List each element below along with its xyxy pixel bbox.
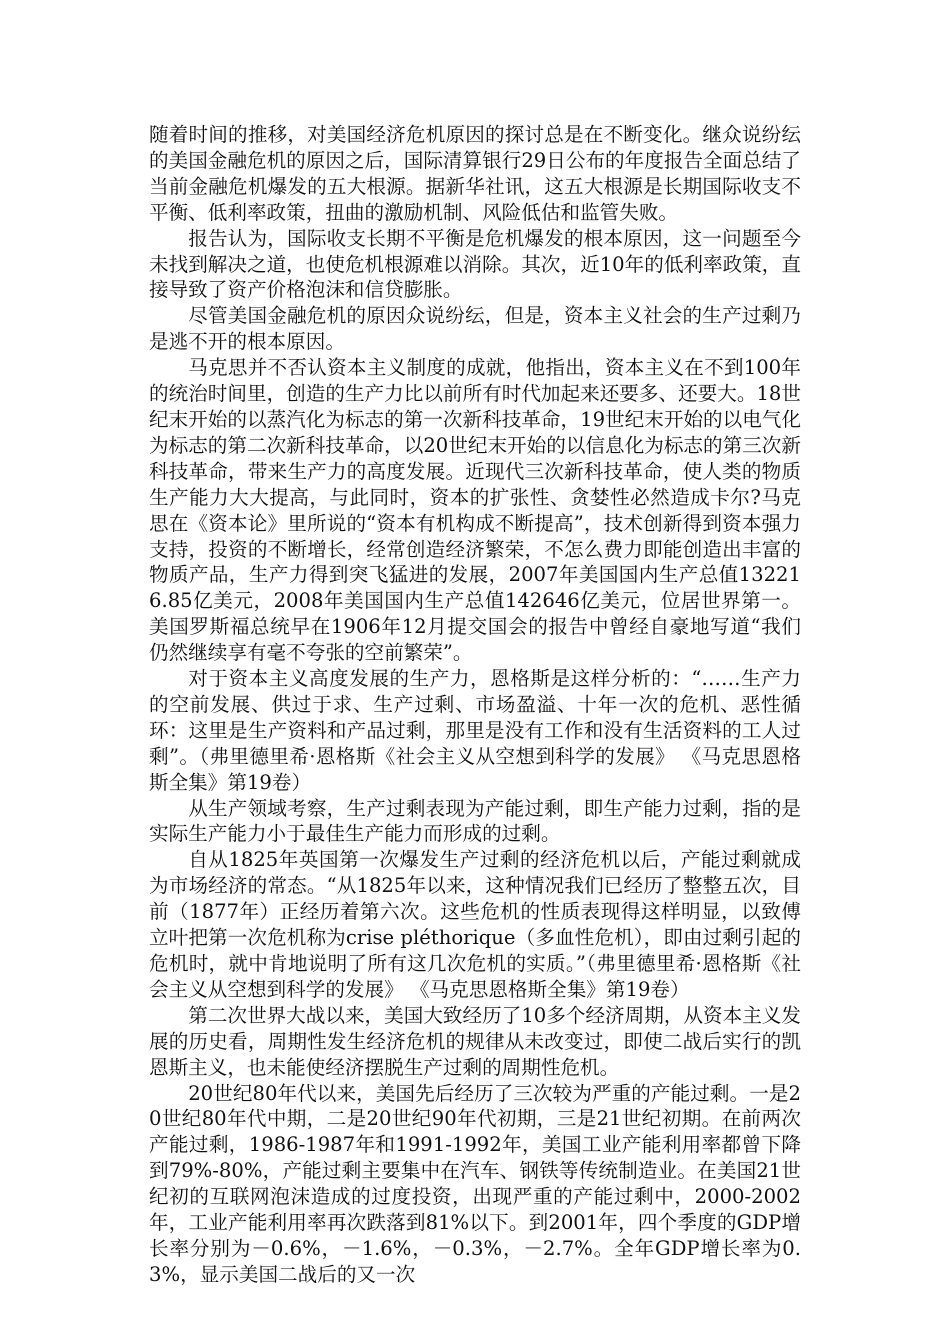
paragraph-8: 第二次世界大战以来，美国大致经历了10多个经济周期，从资本主义发展的历史看，周期性发生经济危机的规律从未改变过，即使二战后实行的凯恩斯主义，也未能使经济摆脱生产过剩的周期性危机。 <box>149 1003 801 1079</box>
paragraph-3: 尽管美国金融危机的原因众说纷纭，但是，资本主义社会的生产过剩乃是逃不开的根本原因。 <box>149 304 801 354</box>
paragraph-5: 对于资本主义高度发展的生产力，恩格斯是这样分析的：“……生产力的空前发展、供过于求、生产过剩、市场盈溢、十年一次的危机、恶性循环：这里是生产资料和产品过剩，那里是没有工作和没有生活资料的工人过剩”。（弗里德里希·恩格斯《社会主义从空想到科学的发展》 《马克思恩格斯全集》第19卷） <box>149 667 801 794</box>
paragraph-9: 20世纪80年代以来，美国先后经历了三次较为严重的产能过剩。一是20世纪80年代中期，二是20世纪90年代初期，三是21世纪初期。在前两次产能过剩，1986-1987年和1991-1992年，美国工业产能利用率都曾下降到79%-80%，产能过剩主要集中在汽车、钢铁等传统制造业。在美国21世纪初的互联网泡沫造成的过度投资，出现严重的产能过剩中，2000-2002年，工业产能利用率再次跌落到81%以下。到2001年，四个季度的GDP增长率分别为－0.6%，－1.6%，－0.3%，－2.7%。全年GDP增长率为0.3%，显示美国二战后的又一次 <box>149 1081 801 1286</box>
paragraph-4: 马克思并不否认资本主义制度的成就，他指出，资本主义在不到100年的统治时间里，创造的生产力比以前所有时代加起来还要多、还要大。18世纪末开始的以蒸汽化为标志的第一次新科技革命，19世纪末开始的以电气化为标志的第二次新科技革命，以20世纪末开始的以信息化为标志的第三次新科技革命，带来生产力的高度发展。近现代三次新科技革命，使人类的物质生产能力大大提高，与此同时，资本的扩张性、贪婪性必然造成卡尔?马克思在《资本论》里所说的“资本有机构成不断提高”，技术创新得到资本强力支持，投资的不断增长，经常创造经济繁荣，不怎么费力即能创造出丰富的物质产品，生产力得到突飞猛进的发展，2007年美国国内生产总值132216.85亿美元，2008年美国国内生产总值142646亿美元，位居世界第一。美国罗斯福总统早在1906年12月提交国会的报告中曾经自豪地写道“我们仍然继续享有毫不夸张的空前繁荣”。 <box>149 356 801 665</box>
paragraph-6: 从生产领域考察，生产过剩表现为产能过剩，即生产能力过剩，指的是实际生产能力小于最佳生产能力而形成的过剩。 <box>149 796 801 846</box>
paragraph-2: 报告认为，国际收支长期不平衡是危机爆发的根本原因，这一问题至今未找到解决之道，也使危机根源难以消除。其次，近10年的低利率政策，直接导致了资产价格泡沫和信贷膨胀。 <box>149 226 801 302</box>
document-body <box>149 122 801 1288</box>
paragraph-7: 自从1825年英国第一次爆发生产过剩的经济危机以后，产能过剩就成为市场经济的常态。“从1825年以来，这种情况我们已经历了整整五次，目前（1877年）正经历着第六次。这些危机的性质表现得这样明显，以致傅立叶把第一次危机称为crise pléthorique（多血性危机），即由过剩引起的危机时，就中肯地说明了所有这几次危机的实质。”（弗里德里希·恩格斯《社会主义从空想到科学的发展》 《马克思恩格斯全集》第19卷） <box>149 848 801 1001</box>
paragraph-1: 随着时间的推移，对美国经济危机原因的探讨总是在不断变化。继众说纷纭的美国金融危机的原因之后，国际清算银行29日公布的年度报告全面总结了当前金融危机爆发的五大根源。据新华社讯，这五大根源是长期国际收支不平衡、低利率政策，扭曲的激励机制、风险低估和监管失败。 <box>149 123 801 224</box>
